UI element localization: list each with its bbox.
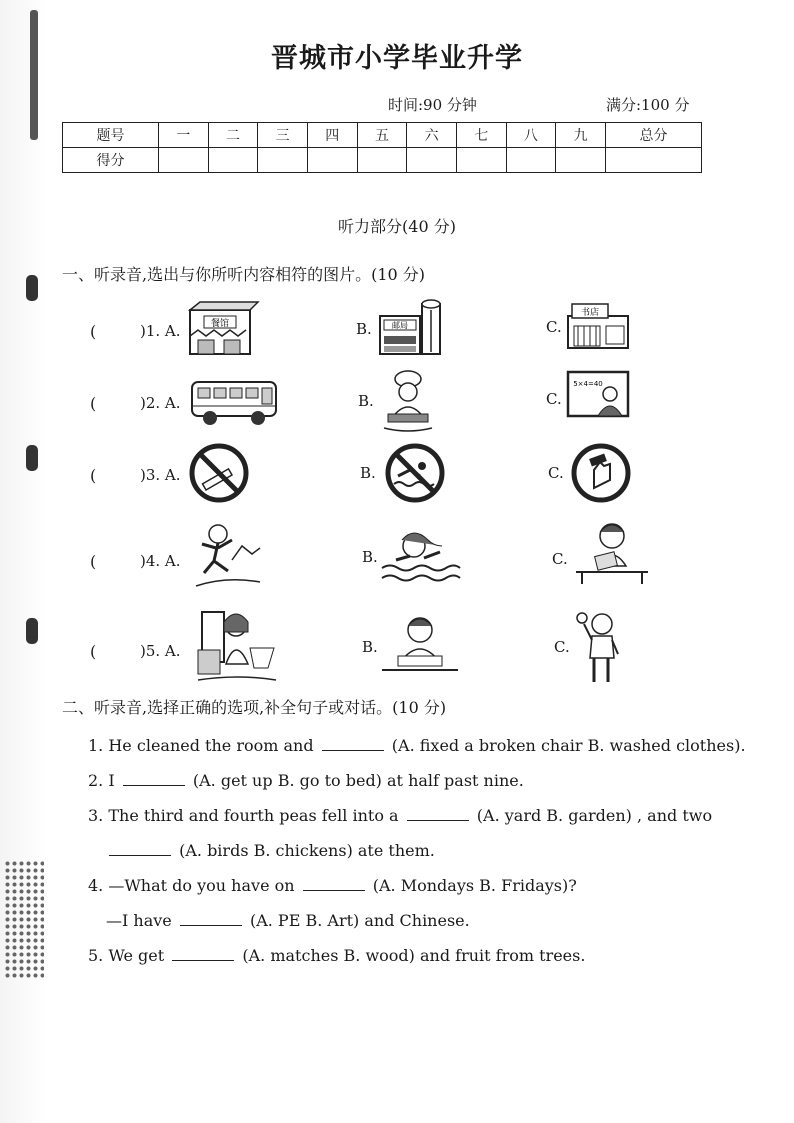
- board-text: 5×4=40: [573, 380, 603, 388]
- fill-line: [106, 841, 435, 860]
- sentence-options: (A. birds B. chickens) ate them.: [179, 841, 435, 860]
- sentence-text: —I have: [106, 911, 172, 930]
- answer-paren[interactable]: (: [90, 552, 97, 571]
- question-number: )2. A.: [140, 394, 181, 412]
- score-blank[interactable]: [159, 148, 209, 173]
- option-c-label: C.: [554, 638, 570, 656]
- option-c-label: C.: [548, 464, 564, 482]
- question-number: )5. A.: [140, 642, 181, 660]
- part1-heading: 一、听录音,选出与你所听内容相符的图片。(10 分): [62, 265, 426, 284]
- score-cell: 四: [307, 123, 357, 148]
- question-row: [0, 298, 794, 368]
- reading-boy-icon: [572, 520, 652, 586]
- post-office-icon: [376, 298, 444, 358]
- score-cell: 六: [407, 123, 457, 148]
- sentence-text: 5. We get: [88, 946, 165, 965]
- score-blank[interactable]: [407, 148, 457, 173]
- fill-line: [88, 771, 524, 790]
- fill-line: [106, 911, 470, 930]
- section-title: 听力部分(40 分): [338, 217, 456, 236]
- sentence-text: 4. —What do you have on: [88, 876, 295, 895]
- post-office-sign: 邮局: [392, 321, 408, 330]
- sentence-options: (A. get up B. go to bed) at half past nine.: [192, 771, 524, 790]
- score-blank[interactable]: [456, 148, 506, 173]
- score-table: [62, 122, 702, 173]
- answer-paren[interactable]: (: [90, 394, 97, 413]
- answer-paren[interactable]: (: [90, 466, 97, 485]
- answer-blank[interactable]: [322, 736, 384, 751]
- exam-full-score: 满分:100 分: [606, 96, 690, 114]
- part2-heading: 二、听录音,选择正确的选项,补全句子或对话。(10 分): [62, 698, 447, 717]
- score-cell: 题号: [63, 123, 159, 148]
- fill-line: [88, 736, 746, 755]
- binding-dots: [4, 860, 44, 980]
- option-b-label: B.: [362, 638, 378, 656]
- swimming-girl-icon: [380, 524, 462, 588]
- question-number: )3. A.: [140, 466, 181, 484]
- fill-line: [88, 806, 712, 825]
- score-blank[interactable]: [258, 148, 308, 173]
- score-cell: 九: [556, 123, 606, 148]
- option-c-label: C.: [546, 390, 562, 408]
- score-blank[interactable]: [307, 148, 357, 173]
- question-number: )1. A.: [140, 322, 181, 340]
- score-cell: 总分: [605, 123, 701, 148]
- score-table-header-row: [63, 123, 702, 148]
- sentence-text: 2. I: [88, 771, 115, 790]
- bus-icon: [190, 378, 280, 428]
- sentence-text: 3. The third and fourth peas fell into a: [88, 806, 399, 825]
- answer-blank[interactable]: [407, 806, 469, 821]
- binding-bar: [30, 10, 38, 140]
- option-b-label: B.: [360, 464, 376, 482]
- score-cell: 三: [258, 123, 308, 148]
- sentence-options: (A. yard B. garden) , and two: [476, 806, 713, 825]
- cleaning-girl-icon: [194, 608, 278, 684]
- no-touching-icon: [570, 442, 632, 504]
- no-swimming-icon: [384, 442, 446, 504]
- option-b-label: B.: [358, 392, 374, 410]
- answer-blank[interactable]: [180, 911, 242, 926]
- bookstore-icon: [566, 302, 632, 350]
- exam-time: 时间:90 分钟: [388, 96, 477, 114]
- exam-title: 晋城市小学毕业升学: [271, 43, 523, 74]
- question-number: )4. A.: [140, 552, 181, 570]
- answer-blank[interactable]: [123, 771, 185, 786]
- restaurant-sign: 餐馆: [210, 319, 230, 329]
- answer-paren[interactable]: (: [90, 642, 97, 661]
- question-row: [0, 442, 794, 512]
- score-blank[interactable]: [605, 148, 701, 173]
- option-c-label: C.: [552, 550, 568, 568]
- score-blank[interactable]: [506, 148, 556, 173]
- sentence-options: (A. matches B. wood) and fruit from trees.: [242, 946, 586, 965]
- option-b-label: B.: [362, 548, 378, 566]
- restaurant-icon: [186, 300, 260, 360]
- question-row: [0, 370, 794, 440]
- cook-icon: [378, 370, 438, 432]
- sentence-text: 1. He cleaned the room and: [88, 736, 314, 755]
- fill-line: [88, 946, 585, 965]
- no-smoking-icon: [188, 442, 250, 504]
- standing-boy-icon: [574, 608, 624, 688]
- score-blank[interactable]: [208, 148, 258, 173]
- answer-blank[interactable]: [303, 876, 365, 891]
- answer-blank[interactable]: [109, 841, 171, 856]
- fill-line: [88, 876, 577, 895]
- score-blank[interactable]: [357, 148, 407, 173]
- score-cell: 五: [357, 123, 407, 148]
- bookstore-sign: 书店: [580, 308, 600, 318]
- sentence-options: (A. fixed a broken chair B. washed clothes).: [391, 736, 746, 755]
- option-b-label: B.: [356, 320, 372, 338]
- score-table-score-row: [63, 148, 702, 173]
- score-cell: 二: [208, 123, 258, 148]
- score-cell: 七: [456, 123, 506, 148]
- answer-blank[interactable]: [172, 946, 234, 961]
- option-c-label: C.: [546, 318, 562, 336]
- sentence-options: (A. PE B. Art) and Chinese.: [249, 911, 470, 930]
- teacher-icon: [566, 370, 632, 424]
- question-row: [0, 520, 794, 590]
- score-cell: 一: [159, 123, 209, 148]
- answer-paren[interactable]: (: [90, 322, 97, 341]
- sentence-options: (A. Mondays B. Fridays)?: [372, 876, 577, 895]
- running-child-icon: [192, 520, 264, 592]
- writing-boy-icon: [380, 614, 460, 674]
- question-row: [0, 608, 794, 678]
- score-cell: 得分: [63, 148, 159, 173]
- score-blank[interactable]: [556, 148, 606, 173]
- score-cell: 八: [506, 123, 556, 148]
